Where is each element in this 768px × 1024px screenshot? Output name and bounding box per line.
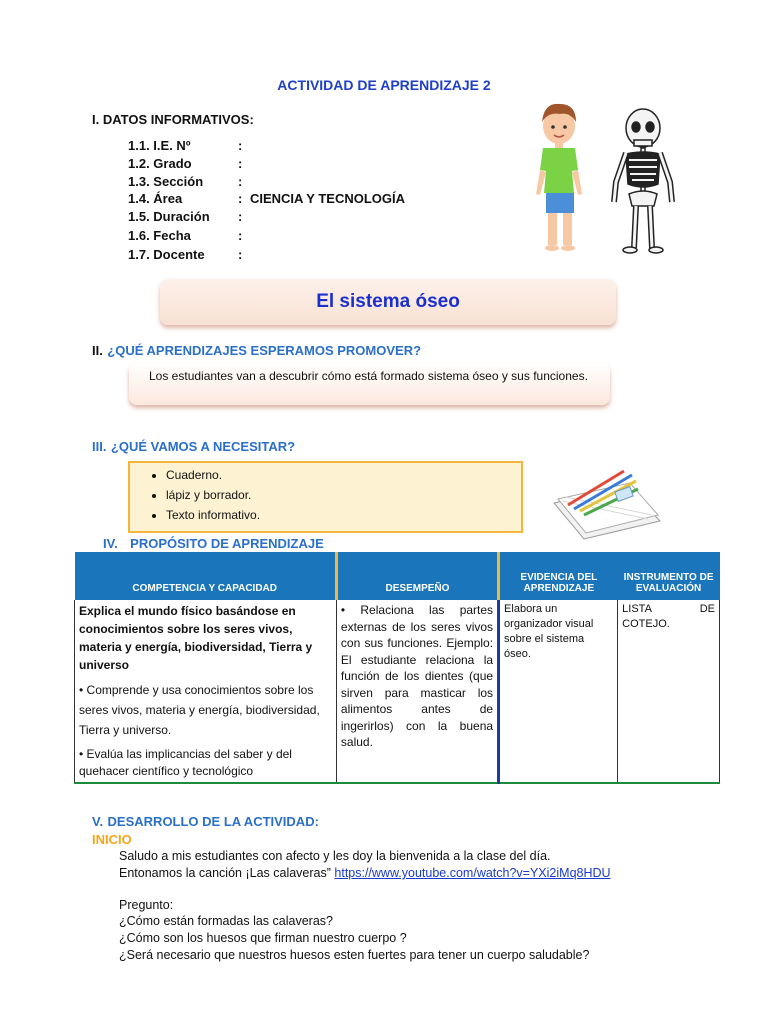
section2-header (92, 342, 421, 360)
info-row-area (128, 191, 405, 206)
materials-item: • Cuaderno. (166, 465, 521, 485)
column-header: EVIDENCIA DEL APRENDIZAJE (499, 552, 618, 600)
section3-number: III. (92, 439, 107, 454)
info-row-grado (128, 156, 242, 171)
section4-header (103, 535, 324, 553)
instrumento-cell: LISTA DE COTEJO. (618, 600, 720, 783)
capacidad-item: • Evalúa las implicancias del saber y del quehacer científico y tecnológico (79, 747, 292, 778)
topic-banner: El sistema óseo (160, 279, 616, 325)
column-header: DESEMPEÑO (336, 552, 498, 600)
inicio-label: INICIO (92, 832, 132, 847)
column-header: COMPETENCIA Y CAPACIDAD (75, 552, 337, 600)
info-row-fecha (128, 228, 242, 243)
section5-heading: DESARROLLO DE LA ACTIVIDAD: (107, 814, 319, 829)
competencia-cell (75, 600, 337, 783)
materials-box (128, 461, 523, 533)
materials-item: • lápiz y borrador. (166, 485, 521, 505)
question-item: ¿Será necesario que nuestros huesos esten fuertes para tener un cuerpo saludable? (119, 948, 590, 962)
info-sep: : (238, 138, 243, 153)
section2-number: II. (92, 343, 103, 358)
info-label: 1.3. Sección (128, 174, 204, 189)
section5-number: V. (92, 814, 104, 829)
question-item: ¿Cómo son los huesos que firman nuestro cuerpo ? (119, 931, 407, 945)
info-sep: : (238, 247, 243, 262)
info-label: 1.4. Área (128, 191, 183, 206)
table-header-row (75, 552, 720, 600)
info-label: 1.5. Duración (128, 209, 210, 224)
info-sep: : (238, 174, 243, 189)
boy-and-skeleton-illustration (516, 98, 692, 258)
table-row (75, 600, 720, 783)
info-label: 1.6. Fecha (128, 228, 191, 243)
info-value-area: CIENCIA Y TECNOLOGÍA (249, 191, 406, 206)
learning-goal-box (129, 363, 610, 405)
boy-figure (536, 104, 582, 251)
info-label: 1.1. I.E. Nº (128, 138, 191, 153)
notebook-pencils-illustration (548, 463, 668, 543)
info-sep: : (238, 209, 243, 224)
competencia-title: Explica el mundo físico basándose en conocimientos sobre los seres vivos, materia y energía, biodiversidad, Tierra y universo (79, 604, 313, 672)
section4-heading: PROPÓSITO DE APRENDIZAJE (130, 536, 324, 551)
info-row-seccion (128, 174, 242, 189)
materials-list (130, 465, 521, 525)
learning-purpose-table (74, 552, 720, 784)
info-row-docente (128, 247, 242, 262)
column-header: INSTRUMENTO DE EVALUACIÓN (618, 552, 720, 600)
info-label: 1.7. Docente (128, 247, 205, 262)
section3-heading: ¿QUÉ VAMOS A NECESITAR? (110, 439, 296, 454)
learning-goal-text: Los estudiantes van a descubrir cómo está formado sistema óseo y sus funciones. (149, 369, 588, 383)
activity-title: ACTIVIDAD DE APRENDIZAJE 2 (277, 77, 491, 93)
info-label: 1.2. Grado (128, 156, 192, 171)
song-text: Entonamos la canción ¡Las calaveras” (119, 866, 335, 880)
capacidad-item: • Comprende y usa conocimientos sobre los seres vivos, materia y energía, biodiversidad, Tierra y universo. (79, 683, 320, 737)
song-line (119, 866, 611, 880)
desempeno-cell: • Relaciona las partes externas de los seres vivos con sus funciones. Ejemplo: El estudiante relaciona la función de los dientes (que sirven para masticar los alimentos antes de ingerirlos) con la buena salud. (336, 600, 498, 783)
info-sep: : (238, 228, 243, 243)
info-sep: : (238, 156, 243, 171)
info-row-duracion (128, 209, 242, 224)
greeting-line: Saludo a mis estudiantes con afecto y les doy la bienvenida a la clase del día. (119, 849, 551, 863)
section3-header (92, 438, 295, 456)
evidencia-cell: Elabora un organizador visual sobre el sistema óseo. (499, 600, 618, 783)
question-item: ¿Cómo están formadas las calaveras? (119, 914, 333, 928)
section4-number: IV. (103, 536, 118, 551)
info-row-ie (128, 138, 242, 153)
youtube-link[interactable]: https://www.youtube.com/watch?v=YXi2iMq8HDU (334, 866, 611, 880)
pregunto-label: Pregunto: (119, 898, 174, 912)
section2-heading: ¿QUÉ APRENDIZAJES ESPERAMOS PROMOVER? (107, 343, 422, 358)
skeleton-figure (614, 109, 672, 253)
materials-item: • Texto informativo. (166, 505, 521, 525)
info-sep: : (238, 191, 243, 206)
section5-header (92, 813, 319, 831)
section1-heading: I. DATOS INFORMATIVOS: (92, 112, 254, 127)
